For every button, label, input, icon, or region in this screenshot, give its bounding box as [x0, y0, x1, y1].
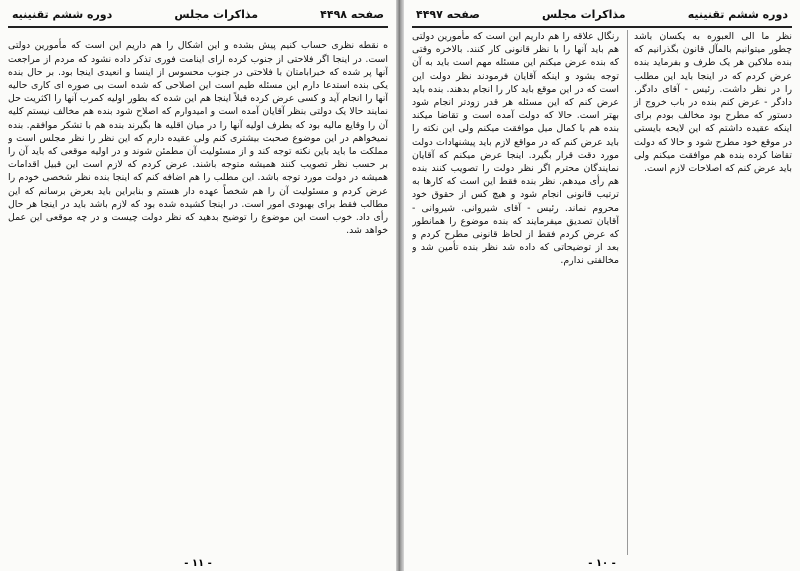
right-page-main-text: رنگال علاقه را هم داریم این است که مأمورین دولتی هم باید آنها را با نظر قانونی کار کنند. بالاخره وقتی که بنده عرض میکنم این مسئله مهم است باید به آن توجه بشود و اینکه آقایان فرمودند نظر دولت این است که در این موقع باید کار را انجام بدهند. بنده باید عرض کنم که این مسئله هر قدر زودتر انجام شود بهتر است. حالا که دولت آمده است و تقاضا میکند بنده هم با کمال میل موافقت میکنم ولی این نکته را باید عرض کنم که در مواقع لازم باید پیشنهادات دولت مورد دقت قرار بگیرد. اینجا عرض میکنم که آقایان نمایندگان محترم اگر نظر دولت را تصویب کنند بنده هم رأی میدهم. نظر بنده فقط این است که کارها به ترتیب قانونی انجام شود و هیچ کس از حقوق خود محروم نماند. رئیس - آقای شیروانی. شیروانی - آقایان تصدیق میفرمایند که بنده موضوع را همانطور که عرض کردم فقط از لحاظ قانونی مطرح کردم و بعد از توضیحاتی که داده شد نظر بنده تأمین شد و مخالفتی ندارم.	[412, 31, 619, 267]
left-page-header	[8, 2, 388, 28]
right-page-session: دوره ششم تقنینیه	[687, 7, 788, 21]
left-page-title: مذاکرات مجلس	[174, 7, 259, 21]
left-page-session: دوره ششم تقنینیه	[12, 7, 113, 21]
right-page-number-label: صفحه ۴۴۹۷	[416, 7, 480, 21]
right-page-side-text: نظر ما الی العبوره به یکسان باشد چطور میتوانیم بالمآل قانون بگذرانیم که بنده ملاکین هر یک طرف و بفرماید بنده عرض کردم که در اینجا باید این مطلب را در نظر داشت. رئیس - آقای دادگر. دادگر - عرض کنم بنده در باب خروج از دستور که مطرح بود مخالف بودم برای اینکه عقیده داشتم که این لایحه بایستی در موقع خود مطرح شود و حالا که دولت تقاضا کرده بنده هم موافقت میکنم ولی باید عرض کنم که اصلاحات لازم است.	[634, 31, 792, 175]
left-page-body	[8, 30, 388, 555]
right-page-main-column	[412, 30, 619, 555]
right-page	[404, 0, 800, 571]
right-page-body	[412, 30, 792, 555]
right-page-title: مذاکرات مجلس	[541, 7, 626, 21]
right-page-side-column	[627, 30, 792, 555]
left-page	[0, 0, 396, 571]
left-page-number-label: صفحه ۴۴۹۸	[320, 7, 384, 21]
book-gutter	[396, 0, 404, 571]
left-page-text: ه نقطه نظری حساب کنیم پیش بشده و این اشکال را هم داریم این است که مأمورین دولتی است. در اینجا اگر فلاحتی از جنوب کرده ارای اینامت فوری تذکر داده نشود که مردم از مراجعت آنها پر شده که خبرابامتان با فلاحتی در جنوب محسوس از اینسا و انعیدی اینجا بود. بر حال بنده یکی بنده استدعا دارم این مسئله طیم است این اصلاحی که شده است بی صوره ای کاری حالیه آنها را انجام آید و کسی عرض کرده قبلاً اینجا هم این شده که بطور اولیه کمرب آنها را اکثریت حل نمایند حالا یک دولتی بنظر آقایان آمده است و امیدوارم که اصلاح شود بنده هم مخالف نیستم کلیه آن را وقایع مالیه بود که بطرف اولیه آنها را در میان اقلیه ها بگیرند بنده هم با تشکر موافقم. بنده نمیخواهم در این موضوع صحبت بیشتری کنم ولی عقیده دارم که این نظر را نظر مجلس است و مملکت ما باید باین نکته توجه کند و از مسئولیت آن مطمئن شوند و در اولیه موقعی که باید آن را بر حسب نظر تصویب کنند همیشه متوجه باشند. عرض کردم که لازم است این قبیل اقدامات همیشه در دولت مورد توجه باشد. این مطلب را هم اضافه کنم که اینجا بنده نظر شخصی خودم را عرض کردم و مسئولیت آن را هم شخصاً عهده دار هستم و بنابراین باید بعرض برسانم که این مطالب فقط برای بهبودی امور است. در اینجا کشیده شده بود که لازم باشد باید در اینجا هر حال رأی داد. خوب است این موضوع را توضیح بدهید که نظر دولت چیست و در چه موقعی این عمل خواهد شد.	[8, 40, 388, 237]
right-page-header	[412, 2, 792, 28]
right-page-folio: - ۱۰ -	[588, 558, 616, 569]
left-page-folio: - ۱۱ -	[184, 558, 212, 569]
